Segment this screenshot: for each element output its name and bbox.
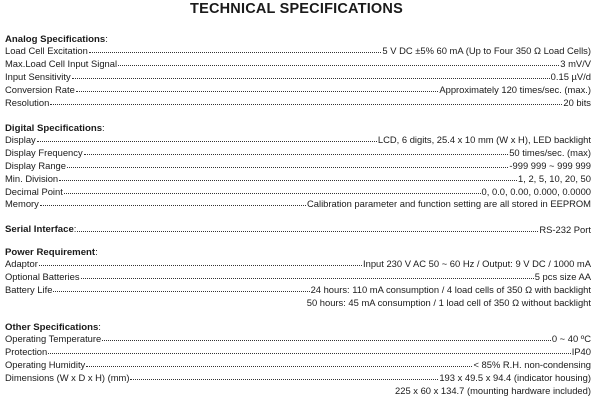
- spec-row: [5, 283, 591, 295]
- spec-value: IP40: [571, 346, 591, 357]
- leader-dots: [50, 104, 562, 105]
- spec-label: Conversion Rate: [5, 84, 75, 95]
- spec-value: 0.15 µV/d: [550, 71, 591, 82]
- spec-row: [5, 345, 591, 357]
- spec-row: [5, 83, 591, 95]
- leader-dots: [59, 180, 517, 181]
- leader-dots: [89, 52, 382, 53]
- section-title-digital: Digital Specifications:: [5, 123, 105, 134]
- section-title-serial: Serial Interface:: [5, 224, 77, 235]
- leader-dots: [130, 379, 438, 380]
- spec-row: [5, 358, 591, 370]
- spec-value: 5 V DC ±5% 60 mA (Up to Four 350 Ω Load Cells): [382, 45, 591, 56]
- spec-row: [5, 371, 591, 383]
- section-title-other: Other Specifications:: [5, 322, 101, 333]
- spec-value-continuation: 225 x 60 x 134.7 (mounting hardware included): [395, 385, 591, 396]
- leader-dots: [72, 78, 550, 79]
- leader-dots: [48, 353, 570, 354]
- leader-dots: [86, 366, 472, 367]
- spec-row: [5, 146, 591, 158]
- leader-dots: [102, 340, 551, 341]
- spec-label: Battery Life: [5, 284, 53, 295]
- spec-row: [5, 270, 591, 282]
- spec-row: [5, 96, 591, 108]
- spec-label: Optional Batteries: [5, 271, 80, 282]
- spec-label: Input Sensitivity: [5, 71, 71, 82]
- spec-value: 1, 2, 5, 10, 20, 50: [518, 173, 591, 184]
- spec-value: 0, 0.0, 0.00, 0.000, 0.0000: [481, 186, 591, 197]
- spec-value: 24 hours: 110 mA consumption / 4 load cells of 350 Ω with backlight: [310, 284, 591, 295]
- leader-dots: [53, 291, 309, 292]
- spec-row: [5, 172, 591, 184]
- spec-row: [5, 57, 591, 69]
- spec-row: [5, 70, 591, 82]
- spec-row: [5, 133, 591, 145]
- spec-row: [5, 257, 591, 269]
- spec-value: -999 999 ~ 999 999: [509, 160, 591, 171]
- spec-value: 50 times/sec. (max): [509, 147, 591, 158]
- spec-row-serial: [5, 223, 591, 235]
- spec-row: [5, 44, 591, 56]
- spec-value: < 85% R.H. non-condensing: [473, 359, 591, 370]
- leader-dots: [40, 205, 306, 206]
- spec-label: Operating Temperature: [5, 333, 102, 344]
- spec-label: Resolution: [5, 97, 50, 108]
- page-title: TECHNICAL SPECIFICATIONS: [190, 1, 403, 17]
- spec-value: 5 pcs size AA: [534, 271, 591, 282]
- leader-dots: [118, 65, 559, 66]
- spec-value: Input 230 V AC 50 ~ 60 Hz / Output: 9 V DC / 1000 mA: [363, 258, 591, 269]
- spec-row: [5, 197, 591, 209]
- spec-label: Protection: [5, 346, 48, 357]
- spec-label: Max.Load Cell Input Signal: [5, 58, 118, 69]
- leader-dots: [67, 167, 508, 168]
- leader-dots: [39, 265, 362, 266]
- spec-label: Display Frequency: [5, 147, 83, 158]
- spec-row: [5, 159, 591, 171]
- leader-dots: [81, 278, 534, 279]
- leader-dots: [77, 231, 538, 232]
- spec-value: RS-232 Port: [539, 224, 591, 235]
- spec-row: [5, 185, 591, 197]
- section-title-analog: Analog Specifications:: [5, 34, 108, 45]
- leader-dots: [84, 154, 509, 155]
- spec-value: 20 bits: [563, 97, 591, 108]
- spec-value: Approximately 120 times/sec. (max.): [439, 84, 591, 95]
- spec-value: 3 mV/V: [560, 58, 591, 69]
- spec-row: [5, 332, 591, 344]
- spec-value: LCD, 6 digits, 25.4 x 10 mm (W x H), LED backlight: [377, 134, 591, 145]
- spec-label: Adaptor: [5, 258, 38, 269]
- spec-value-continuation: 50 hours: 45 mA consumption / 1 load cell of 350 Ω without backlight: [306, 297, 591, 308]
- leader-dots: [37, 141, 377, 142]
- leader-dots: [76, 91, 439, 92]
- section-title-power: Power Requirement:: [5, 247, 98, 258]
- spec-label: Memory: [5, 198, 39, 209]
- spec-label: Display Range: [5, 160, 66, 171]
- leader-dots: [64, 193, 481, 194]
- spec-label: Display: [5, 134, 36, 145]
- spec-value: 193 x 49.5 x 94.4 (indicator housing): [439, 372, 591, 383]
- spec-value: Calibration parameter and function setting are all stored in EEPROM: [307, 198, 591, 209]
- spec-label: Operating Humidity: [5, 359, 86, 370]
- spec-label: Decimal Point: [5, 186, 63, 197]
- spec-label: Load Cell Excitation: [5, 45, 88, 56]
- spec-value: 0 ~ 40 ºC: [551, 333, 591, 344]
- spec-label: Min. Division: [5, 173, 59, 184]
- spec-label: Dimensions (W x D x H) (mm): [5, 372, 130, 383]
